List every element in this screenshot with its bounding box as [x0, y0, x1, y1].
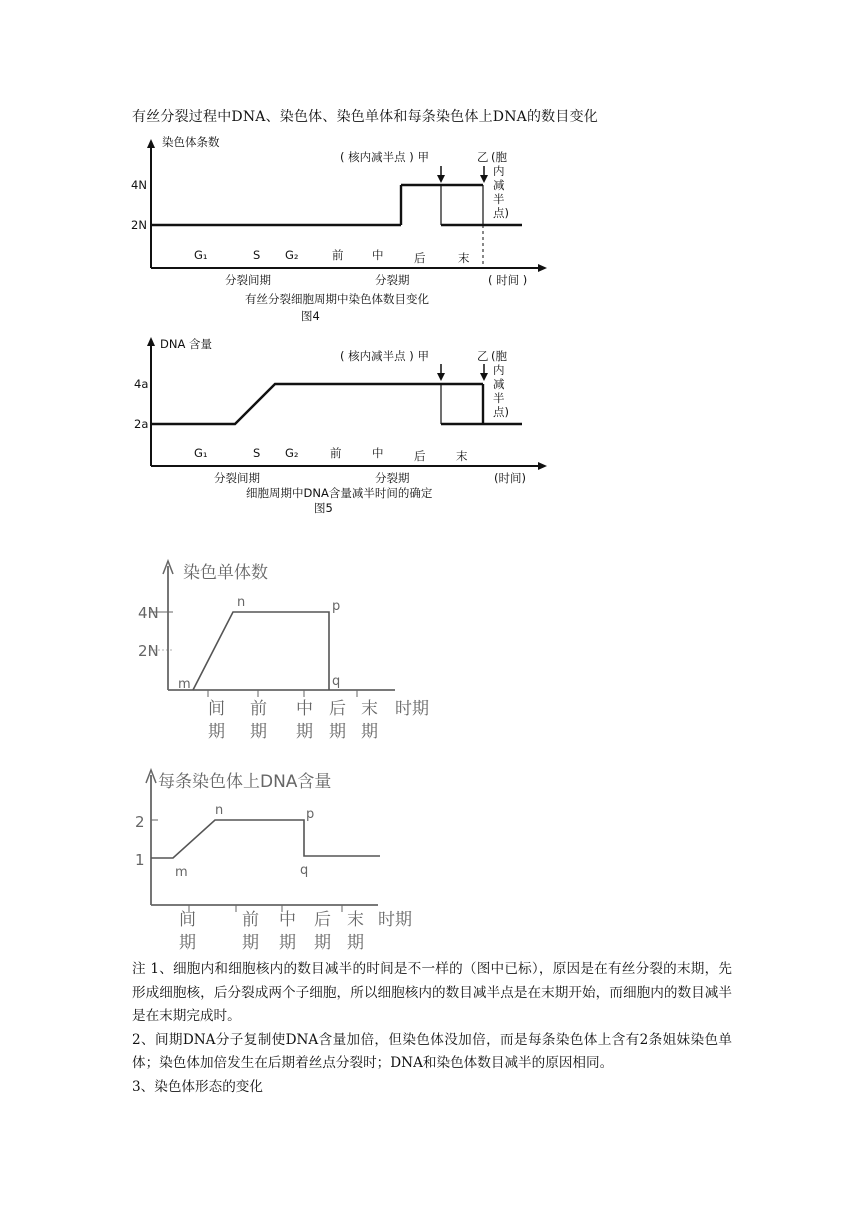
point-n: n — [237, 595, 246, 610]
dna-content-chart — [0, 328, 860, 523]
phase-telophase: 期 — [361, 722, 378, 742]
y-tick-2: 2 — [135, 813, 145, 831]
phase-prophase: 前 — [330, 446, 342, 460]
phase-prophase: 前 — [250, 699, 267, 719]
interphase-label: 分裂间期 — [225, 273, 271, 287]
phase-metaphase: 中 — [279, 910, 296, 930]
point-q: q — [332, 674, 341, 689]
cell-note-char: 点) — [493, 206, 509, 220]
phase-telophase: 末 — [347, 910, 364, 930]
section-heading: 有丝分裂过程中DNA、染色体、染色单体和每条染色体上DNA的数目变化 — [132, 109, 598, 125]
nucleus-halving-note: ( 核内减半点 ) 甲 — [340, 349, 429, 363]
point-m: m — [178, 677, 191, 692]
y-tick-2n: 2N — [131, 218, 147, 232]
cell-note-char: 点) — [493, 405, 509, 419]
y-tick-4n: 4N — [131, 178, 147, 192]
figure-caption: 图5 — [314, 501, 333, 515]
phase-anaphase: 期 — [314, 933, 331, 953]
y-tick-2a: 2a — [134, 417, 149, 431]
phase-prophase: 期 — [250, 722, 267, 742]
chart-title: 细胞周期中DNA含量减半时间的确定 — [246, 486, 433, 500]
phase-interphase: 间 — [179, 910, 196, 930]
cell-note-char: (胞 — [491, 349, 507, 363]
phase-interphase: 期 — [179, 933, 196, 953]
note-paragraph: 3、染色体形态的变化 — [132, 1078, 263, 1095]
y-tick-4a: 4a — [134, 377, 149, 391]
cell-note-char: 减 — [493, 178, 505, 192]
phase-metaphase: 中 — [296, 699, 313, 719]
notes-section — [132, 958, 732, 1099]
phase-telophase: 末 — [361, 699, 378, 719]
nucleus-halving-note: ( 核内减半点 ) 甲 — [340, 150, 429, 164]
phase-s: S — [253, 248, 261, 262]
phase-g2: G₂ — [285, 446, 299, 460]
division-label: 分裂期 — [375, 471, 410, 485]
phase-telophase: 末 — [456, 449, 468, 463]
phase-anaphase: 后 — [414, 251, 426, 265]
cell-note-head: 乙 — [477, 150, 489, 164]
cell-note-char: 内 — [493, 363, 505, 377]
point-m: m — [175, 865, 188, 880]
phase-g1: G₁ — [194, 446, 208, 460]
cell-note-char: 减 — [493, 377, 505, 391]
cell-note-char: 半 — [493, 391, 505, 405]
phase-anaphase: 期 — [329, 722, 346, 742]
note-paragraph: 2、间期DNA分子复制使DNA含量加倍，但染色体没加倍，而是每条染色体上含有2条姐妹染色单体；染色体加倍发生在后期着丝点分裂时；DNA和染色体数目减半的原因相同。 — [132, 1031, 732, 1071]
phase-telophase: 末 — [458, 251, 470, 265]
cell-note-char: 半 — [493, 192, 505, 206]
phase-metaphase: 期 — [296, 722, 313, 742]
time-label: ( 时间 ) — [488, 273, 528, 287]
phase-g1: G₁ — [194, 248, 208, 262]
phase-anaphase: 后 — [414, 449, 426, 463]
cell-note-head: 乙 — [477, 349, 489, 363]
chromosome-count-chart — [0, 128, 860, 328]
phase-interphase: 间 — [208, 699, 225, 719]
dna-per-chromosome-chart — [0, 755, 860, 955]
interphase-label: 分裂间期 — [214, 471, 260, 485]
chart-title: 有丝分裂细胞周期中染色体数目变化 — [245, 292, 429, 306]
y-tick-1: 1 — [135, 851, 145, 869]
phase-g2: G₂ — [285, 248, 299, 262]
phase-anaphase: 后 — [314, 910, 331, 930]
cell-note-char: (胞 — [491, 150, 507, 164]
y-axis-label: 染色单体数 — [183, 563, 268, 583]
y-axis-label: DNA 含量 — [160, 337, 212, 351]
time-label: 时期 — [395, 699, 429, 719]
point-n: n — [215, 803, 224, 818]
point-p: p — [306, 807, 315, 822]
phase-metaphase: 中 — [372, 446, 384, 460]
chromatid-count-chart — [0, 540, 860, 745]
y-tick-4n: 4N — [138, 604, 159, 622]
phase-s: S — [253, 446, 261, 460]
phase-prophase: 前 — [332, 248, 344, 262]
cell-note-char: 内 — [493, 164, 505, 178]
figure-caption: 图4 — [301, 309, 320, 323]
note-paragraph: 注 1、细胞内和细胞核内的数目减半的时间是不一样的（图中已标），原因是在有丝分裂的末期，先形成细胞核，后分裂成两个子细胞，所以细胞核内的数目减半点是在末期开始，而细胞内的数目减半是在末期完成时。 — [132, 961, 732, 1024]
point-p: p — [332, 599, 341, 614]
phase-prophase: 期 — [242, 933, 259, 953]
phase-telophase: 期 — [347, 933, 364, 953]
y-axis-label: 染色体条数 — [162, 135, 220, 149]
phase-metaphase: 中 — [372, 248, 384, 262]
time-label: 时期 — [378, 910, 412, 930]
y-axis-label: 每条染色体上DNA含量 — [158, 772, 332, 792]
y-tick-2n: 2N — [138, 642, 159, 660]
division-label: 分裂期 — [375, 273, 410, 287]
phase-interphase: 期 — [208, 722, 225, 742]
phase-metaphase: 期 — [279, 933, 296, 953]
point-q: q — [300, 863, 309, 878]
phase-prophase: 前 — [242, 910, 259, 930]
time-label: (时间) — [494, 471, 526, 485]
phase-anaphase: 后 — [329, 699, 346, 719]
